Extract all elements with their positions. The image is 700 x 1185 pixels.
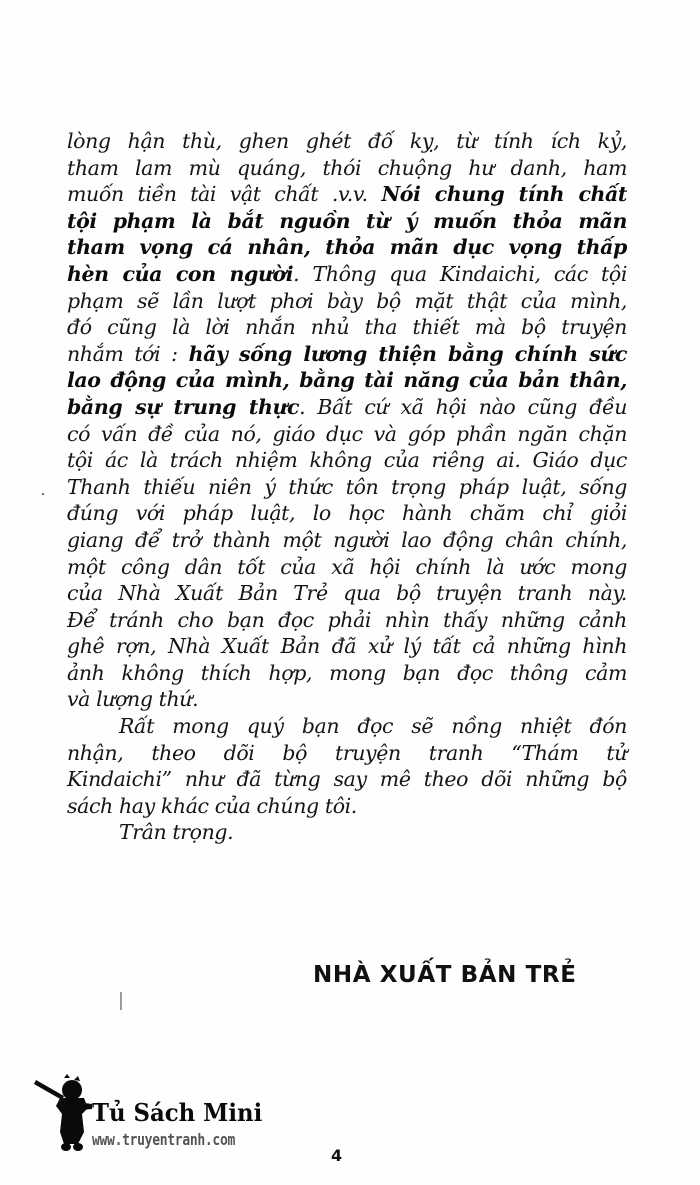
bold-text-segment: Nói chung tính chất [381,182,628,207]
text-segment: Để tránh cho bạn đọc phải nhìn thấy những cảnh [67,607,627,632]
text-line [67,261,627,288]
text-segment: ảnh không thích hợp, mong bạn đọc thông cảm [67,660,627,685]
text-segment: . Thông qua Kindaichi, các tội [293,261,627,286]
text-line [67,421,627,448]
publisher-signature: NHÀ XUẤT BẢN TRẺ [313,962,577,988]
page-number: 4 [331,1146,343,1165]
text-line [67,686,627,713]
text-segment: giang để trở thành một người lao động chân chính, [67,527,627,552]
bold-text-segment: bằng sự trung thực [67,394,300,419]
text-line [67,394,627,421]
text-line [67,660,627,687]
text-segment: tham lam mù quáng, thói chuộng hư danh, ham [67,155,627,180]
text-segment: đó cũng là lời nhắn nhủ tha thiết mà bộ truyện [67,315,627,340]
bold-text-segment: hãy sống lương thiện bằng chính sức [188,341,627,366]
text-segment: nhận, theo dõi bộ truyện tranh “Thám tử [67,740,627,765]
text-line [67,766,627,793]
text-line [67,474,627,501]
text-line [67,607,627,634]
text-line [67,580,627,607]
text-segment: ghê rợn, Nhà Xuất Bản đã xử lý tất cả những hình [67,634,627,659]
text-line [67,633,627,660]
watermark-logo [34,1074,274,1154]
text-line [67,234,627,261]
bold-text-segment: tội phạm là bắt nguồn từ ý muốn thỏa mãn [67,208,627,233]
text-segment: Thanh thiếu niên ý thức tôn trọng pháp luật, sống [67,474,627,499]
text-segment: phạm sẽ lần lượt phơi bày bộ mặt thật của mình, [67,288,627,313]
text-line [67,155,627,182]
text-segment: đúng với pháp luật, lo học hành chăm chỉ giỏi [67,501,627,526]
text-segment: lòng hận thù, ghen ghét đố kỵ, từ tính ích kỷ, [67,129,627,153]
text-line [67,314,627,341]
closing-line [67,819,627,846]
scan-speck [42,493,44,495]
text-line [67,500,627,527]
body-text [67,128,627,846]
bold-text-segment: lao động của mình, bằng tài năng của bản thân, [67,368,627,393]
text-line [67,447,627,474]
text-segment: tội ác là trách nhiệm không của riêng ai. Giáo dục [67,448,627,473]
text-line [67,740,627,767]
text-line [67,367,627,394]
text-line [67,208,627,235]
text-line [67,341,627,368]
text-line [67,288,627,315]
text-segment: của Nhà Xuất Bản Trẻ qua bộ truyện tranh này. [67,581,627,606]
warrior-silhouette-icon [34,1074,94,1154]
watermark-url: www.truyentranh.com [92,1131,236,1150]
text-line [67,527,627,554]
text-line [67,554,627,581]
text-segment: Kindaichi” như đã từng say mê theo dõi những bộ [67,767,627,792]
text-segment: có vấn đề của nó, giáo dục và góp phần ngăn chặn [67,421,627,446]
text-segment: Rất mong quý bạn đọc sẽ nồng nhiệt đón [119,714,627,739]
text-line [67,713,627,740]
text-segment: một công dân tốt của xã hội chính là ước mong [67,554,627,579]
text-segment: nhắm tới : [67,341,189,366]
text-line [67,181,627,208]
bold-text-segment: tham vọng cá nhân, thỏa mãn dục vọng thấp [67,235,627,260]
watermark-title: Tủ Sách Mini [92,1098,263,1127]
text-line [67,128,627,155]
text-segment: Trân trọng. [119,820,234,845]
text-segment: . Bất cứ xã hội nào cũng đều [299,394,627,419]
text-line [67,793,627,820]
bold-text-segment: hèn của con người [67,261,294,286]
text-segment: muốn tiền tài vật chất .v.v. [67,182,382,207]
text-segment: và lượng thứ. [67,687,199,712]
text-segment: sách hay khác của chúng tôi. [67,793,357,818]
scan-mark [120,992,122,1010]
